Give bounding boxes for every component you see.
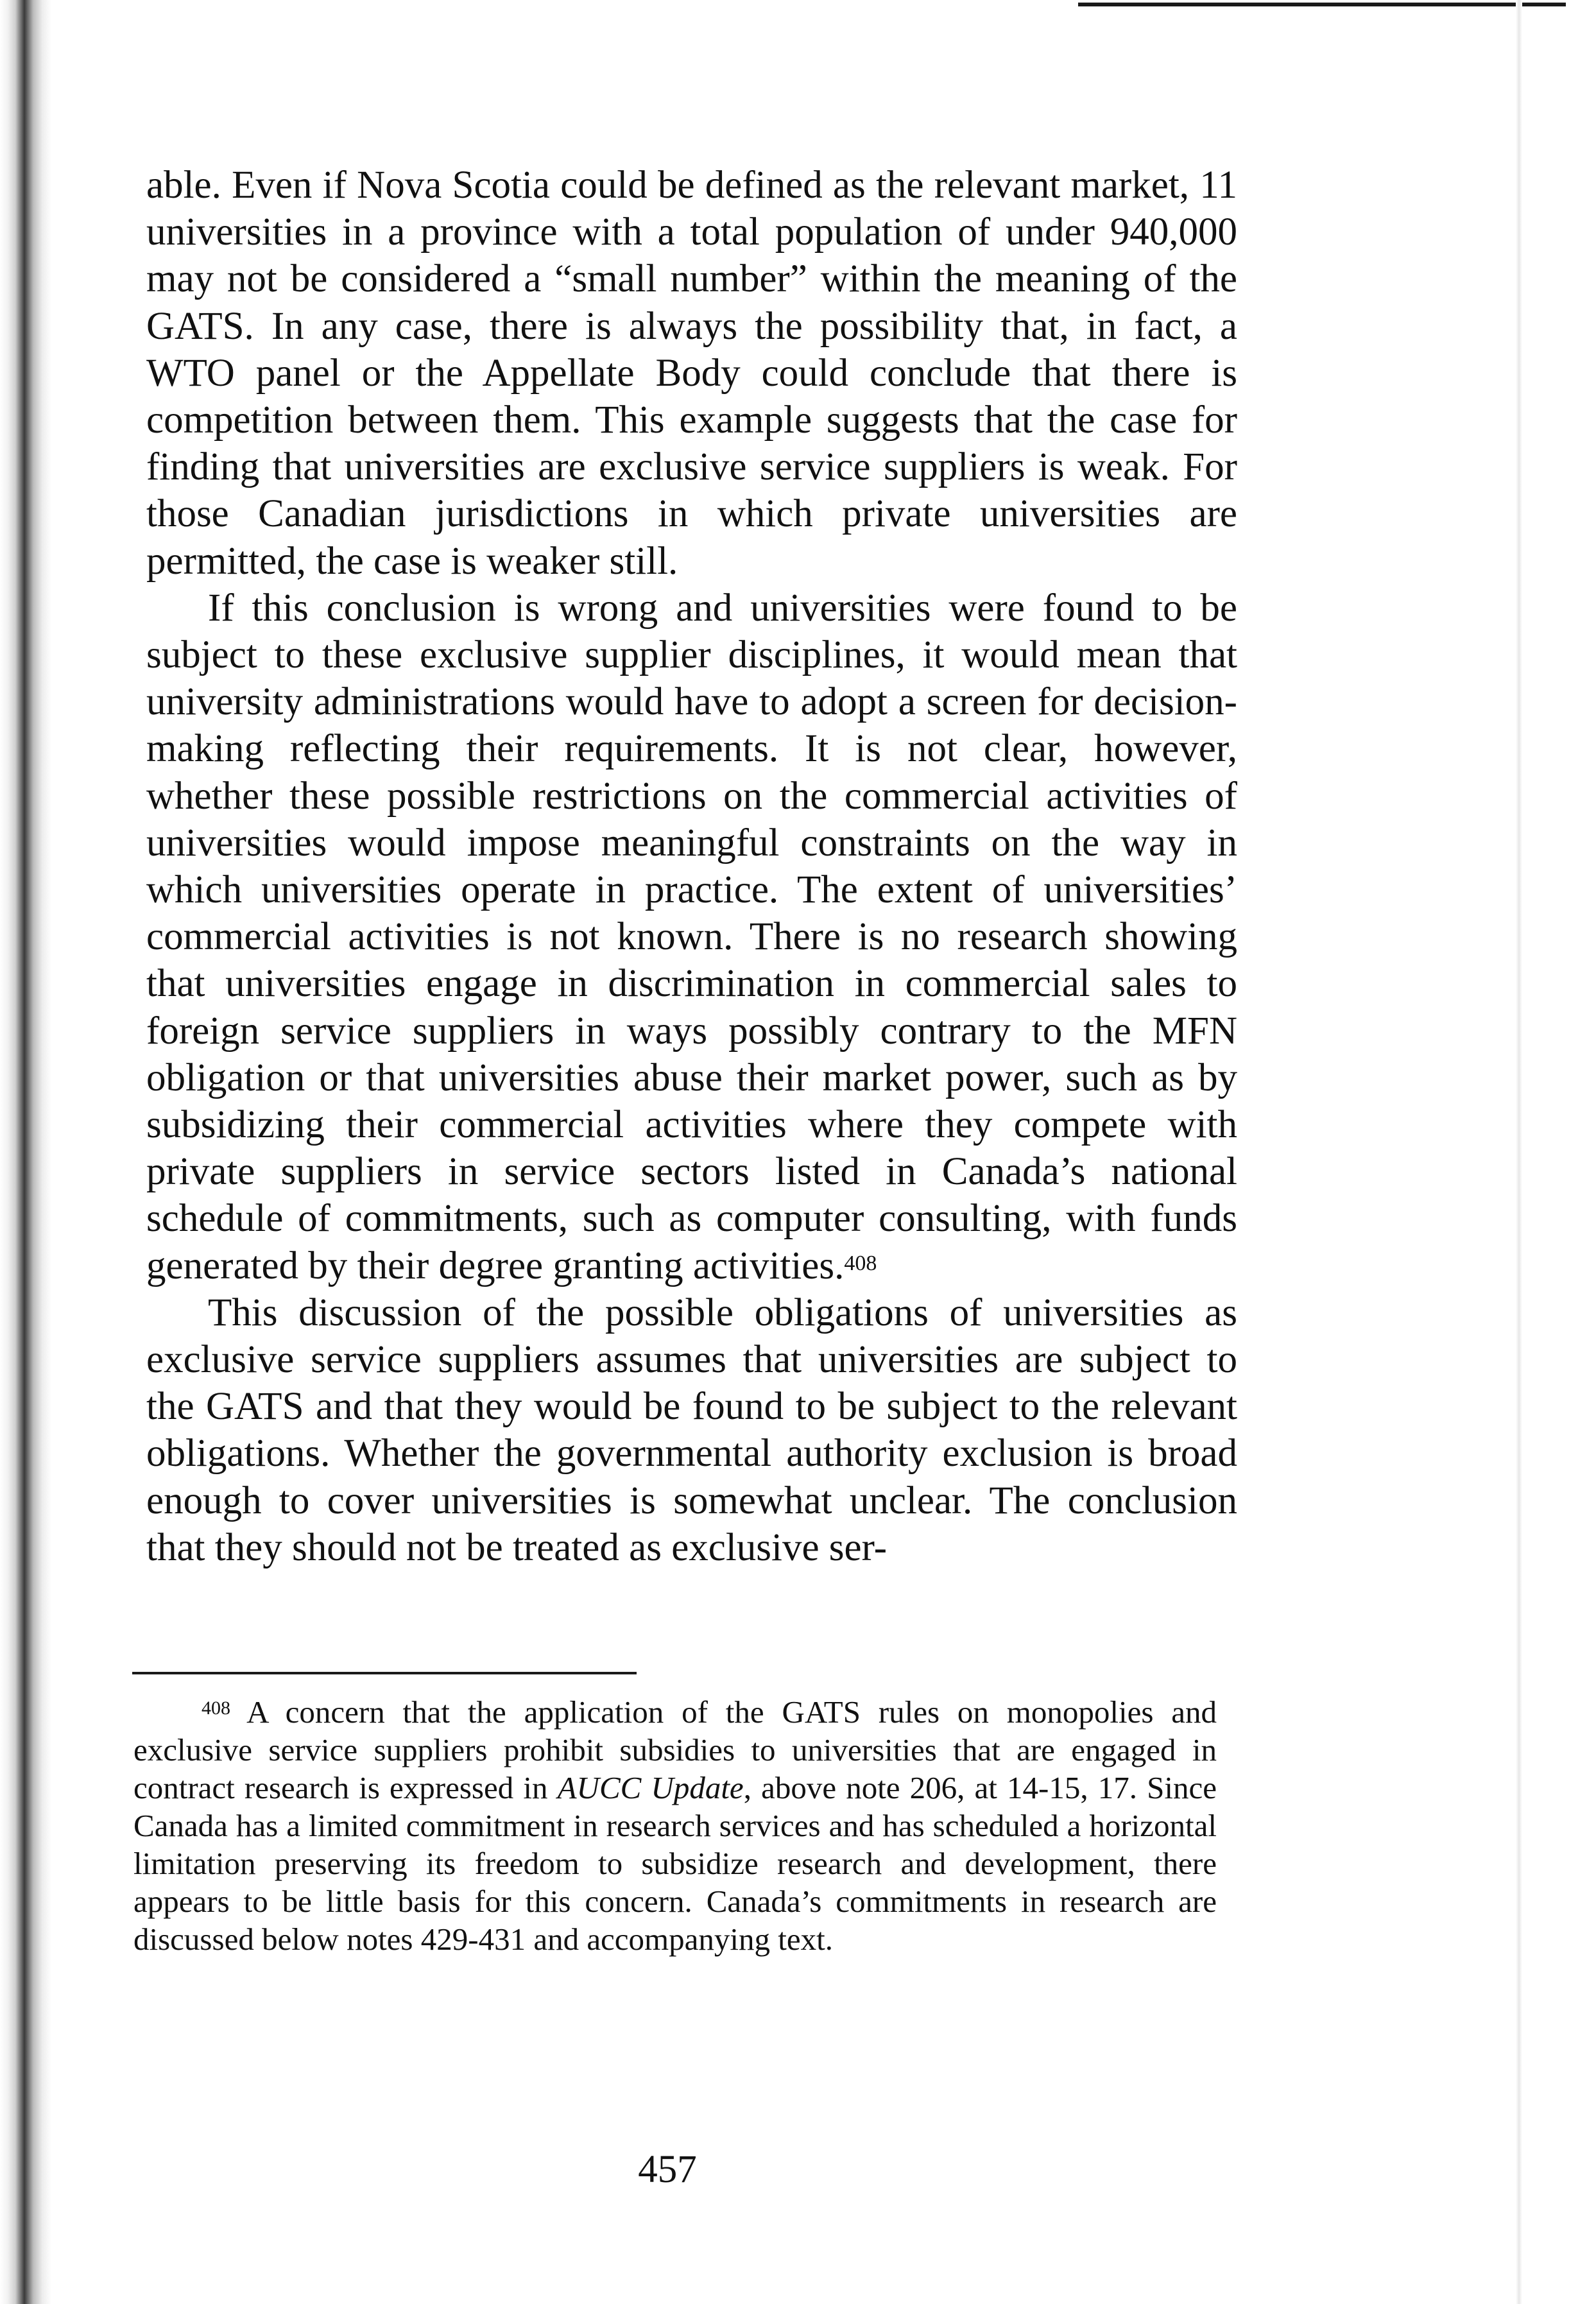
paragraph-1-text: able. Even if Nova Scotia could be defined as the relevant market, 11 universities in a province with a total population of under 940,000 may not be considered a “small number” within the meaning of the GATS. In any case, there is always the possibility that, in fact, a WTO panel or the Appellate Body could conclude that there is competition between them. This example suggests that the case for finding that universities are exclusive service suppliers is weak. For those Canadian jurisdictions in which private universities are permitted, the case is weaker still. [146,164,1237,583]
paragraph-3-text: This discussion of the possible obligations of universities as exclusive service suppliers assumes that universities are subject to the GATS and that they would be found to be subject to the relevant obligations. Whether the governmental authority exclusion is broad enough to cover universities is somewhat unclear. The conclusion that they should not be treated as exclusive ser- [146,1291,1237,1569]
page-edge-shadow [1516,0,1522,2304]
paragraph-2 [146,585,1237,1289]
top-edge-rule [1078,3,1566,6]
footnote [133,1693,1217,1958]
footnote-text-after: , above note 206, at 14-15, 17. Since Canada has a limited commitment in research services and has scheduled a horizontal limitation preserving its freedom to subsidize research and development, there appears to be little basis for this concern. Canada’s commitments in research are discussed below notes 429-431 and accompanying text. [133,1770,1217,1957]
paragraph-1 [146,162,1237,585]
body-text [146,162,1237,1571]
footnote-italic-title: AUCC Update [557,1770,744,1805]
footnote-text-before: A concern that the application of the GATS rules on monopolies and exclusive service suppliers prohibit subsidies to universities that are engaged in contract research is expressed in [133,1694,1217,1805]
paragraph-3 [146,1289,1237,1571]
paragraph-2-text: If this conclusion is wrong and universities were found to be subject to these exclusive supplier disciplines, it would mean that university administrations would have to adopt a screen for decision-making reflecting their requirements. It is not clear, however, whether these possible restrictions on the commercial activities of universities would impose meaningful constraints on the way in which universities operate in practice. The extent of universities’ commercial activities is not known. There is no research showing that universities engage in discrimination in commercial sales to foreign service suppliers in ways possibly contrary to the MFN obligation or that universities abuse their market power, such as by subsidizing their commercial activities where they compete with private suppliers in service sectors listed in Canada’s national schedule of commitments, such as computer consulting, with funds generated by their degree granting activities. [146,586,1237,1287]
footnote-paragraph [133,1693,1217,1958]
footnote-separator [132,1672,637,1674]
book-binding-shadow [0,0,51,2304]
page-number: 457 [638,2148,697,2191]
footnote-number: 408 [202,1698,230,1719]
footnote-reference: 408 [844,1251,877,1275]
